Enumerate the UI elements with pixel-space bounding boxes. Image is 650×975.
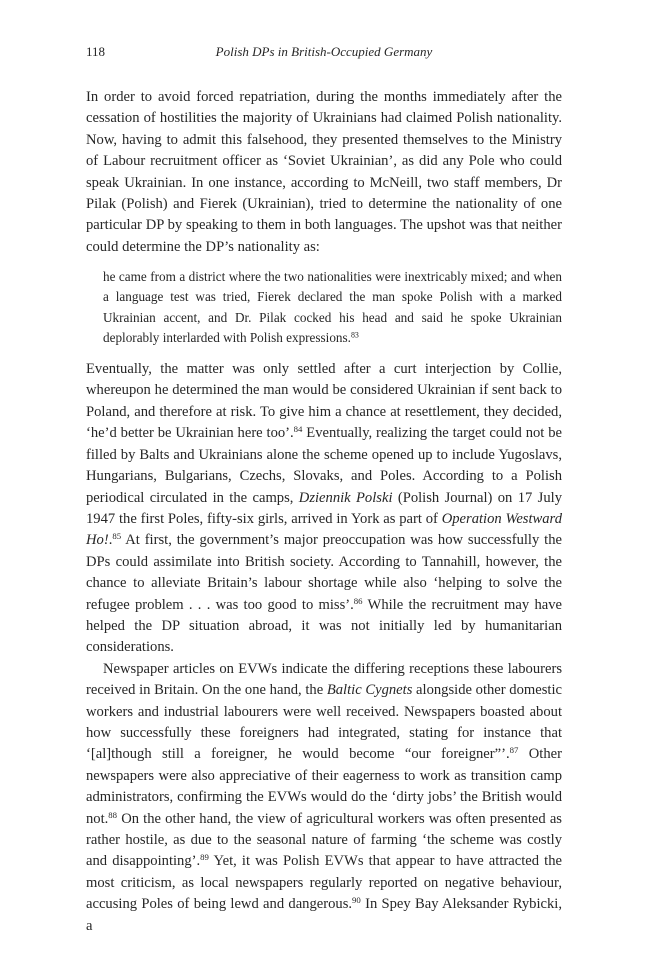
footnote-ref-86: 86 (353, 595, 363, 606)
text-run: While the recruitment may have helped the DP situation abroad, it was not initially led by humanitarian considerations. (86, 596, 562, 656)
running-title: Polish DPs in British-Occupied Germany (215, 44, 433, 59)
footnote-ref-89: 89 (200, 852, 209, 863)
body-text (86, 87, 562, 937)
text-run: . (108, 532, 113, 549)
footnote-ref-87: 87 (509, 745, 519, 756)
paragraph-1: In order to avoid forced repatriation, during the months immediately after the cessation of hostilities the majority of Ukrainians had claimed Polish nationality. Now, having to admit this falsehood, they presented themselves to the Ministry of Labour recruitment officer as ‘Soviet Ukrainian’, as did any Pole who could speak Ukrainian. In one instance, according to McNeill, two staff members, Dr Pilak (Polish) and Fierek (Ukrainian), tried to determine the nationality of one particular DP by speaking to them in both languages. The upshot was that neither could determine the DP’s nationality as: (86, 89, 562, 255)
quote-paragraph (103, 267, 562, 348)
text-run: Yet, it was Polish EVWs that appear to have attracted the most criticism, as local newspapers regularly reported on negative behaviour, accusing Poles of being lewd and dangerous. (86, 853, 562, 913)
group-name: Baltic Cygnets (326, 682, 413, 699)
running-head (86, 44, 562, 62)
paragraph-2 (86, 359, 562, 659)
text-run: At first, the government’s major preoccupation was how successfully the DPs could assimilate into British society. According to Tannahill, however, the chance to alleviate Britain’s labour shortage while also ‘helping to solve the refugee problem . . . was too good to miss’. (86, 532, 562, 613)
footnote-ref-83: 83 (350, 330, 359, 340)
text-run: Other newspapers were also appreciative of their eagerness to work as transition camp administrators, confirming the EVWs would do the ‘dirty jobs’ the British would not. (86, 746, 562, 827)
text-run: In Spey Bay Aleksander Rybicki, a (86, 896, 562, 934)
text-run: Eventually, the matter was only settled after a curt interjection by Collie, whereupon he determined the man would be considered Ukrainian if sent back to Poland, and therefore at risk. To give him a chance at resettlement, they decided, ‘he’d better be Ukrainian here too’. (86, 361, 562, 442)
operation-name: Operation Westward Ho! (86, 510, 562, 549)
block-quote (103, 267, 562, 348)
footnote-ref-85: 85 (112, 531, 122, 542)
quote-text: he came from a district where the two nationalities were inextricably mixed; and when a language test was tried, Fierek declared the man spoke Polish with a marked Ukrainian accent, and Dr. Pilak cocked his head and said he spoke Ukrainian deplorably interlarded with Polish expressions. (103, 269, 562, 345)
text-run: (Polish Journal) on 17 July 1947 the first Poles, fifty-six girls, arrived in York as part of (86, 489, 562, 527)
footnote-ref-88: 88 (108, 809, 118, 820)
footnote-ref-84: 84 (293, 424, 303, 435)
paragraph-3 (86, 659, 562, 937)
text-run: On the other hand, the view of agricultural workers was often presented as rather hostile, as due to the seasonal nature of farming ‘the scheme was costly and disappointing’. (86, 810, 562, 870)
page-number: 118 (86, 44, 106, 59)
periodical-title: Dziennik Polski (298, 489, 393, 506)
text-run: alongside other domestic workers and industrial labourers were well received. Newspapers boasted about how successfully these foreigners had integrated, stating for instance that ‘[al]though still a foreigner, he would become “our foreigner”’. (86, 682, 562, 763)
text-run: Eventually, realizing the target could not be filled by Balts and Ukrainians alone the scheme opened up to include Yugoslavs, Hungarians, Bulgarians, Czechs, Slovaks, and Poles. According to a Polish periodical circulated in the camps, (86, 425, 562, 506)
text-run: Newspaper articles on EVWs indicate the differing receptions these labourers received in Britain. On the one hand, the (86, 660, 562, 699)
footnote-ref-90: 90 (352, 895, 361, 906)
